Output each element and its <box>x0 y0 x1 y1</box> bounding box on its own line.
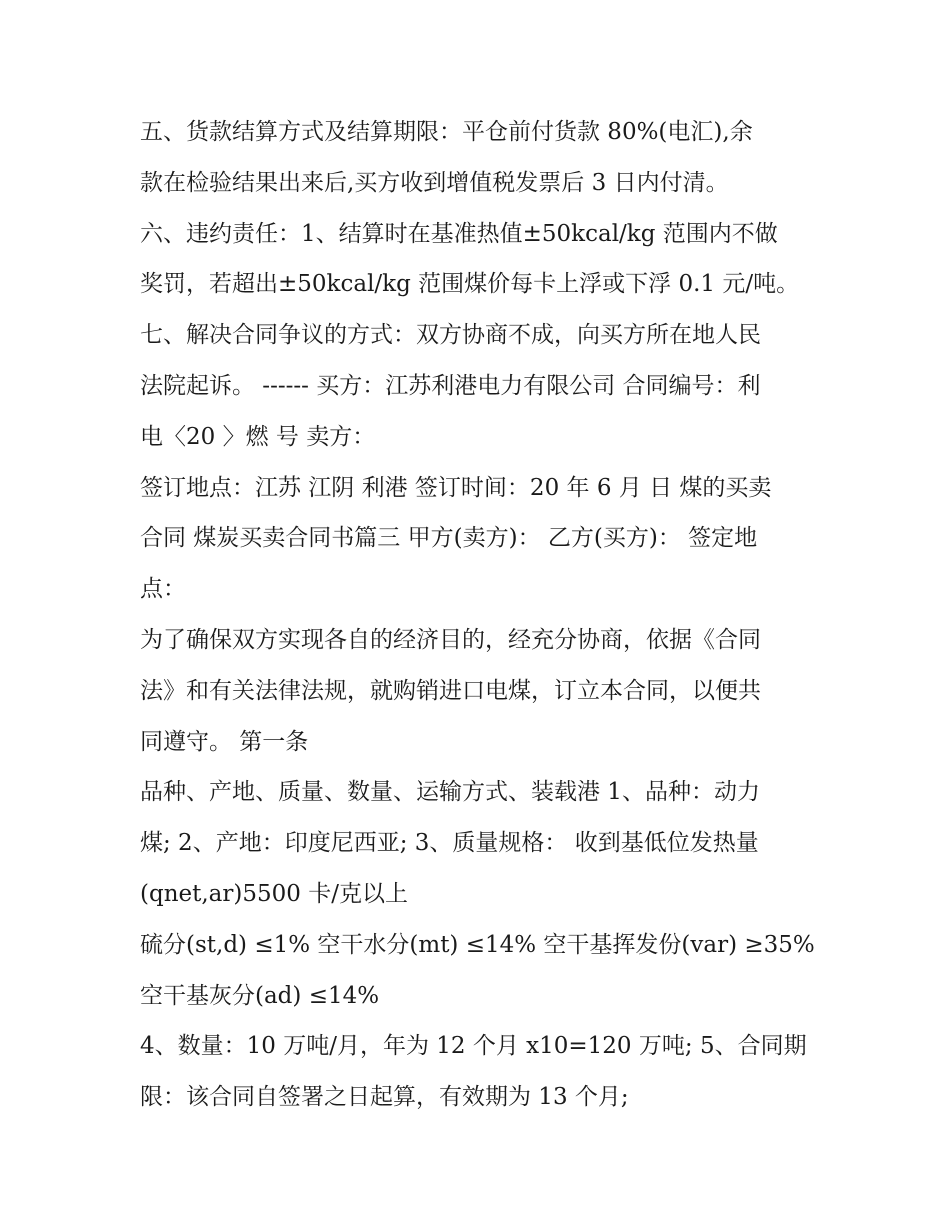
text-line: (qnet,ar)5500 卡/克以上 <box>140 880 408 907</box>
text-line: 法》和有关法律法规，就购销进口电煤，订立本合同，以便共 <box>140 677 761 704</box>
text-line: 限：该合同自签署之日起算，有效期为 13 个月; <box>140 1084 629 1111</box>
text-line: 合同 煤炭买卖合同书篇三 甲方(卖方)： 乙方(买方)： 签定地 <box>140 525 758 552</box>
text-line: 为了确保双方实现各自的经济目的，经充分协商，依据《合同 <box>140 626 761 653</box>
text-line: 硫分(st,d) ≤1% 空干水分(mt) ≤14% 空干基挥发份(var) ≥35% <box>140 931 815 958</box>
text-line: 签订地点：江苏 江阴 利港 签订时间：20 年 6 月 日 煤的买卖 <box>140 474 772 501</box>
text-line: 七、解决合同争议的方式：双方协商不成，向买方所在地人民 <box>140 322 761 349</box>
text-line: 空干基灰分(ad) ≤14% <box>140 982 380 1009</box>
text-line: 品种、产地、质量、数量、运输方式、装载港 1、品种：动力 <box>140 779 760 806</box>
text-line: 六、违约责任：1、结算时在基准热值±50kcal/kg 范围内不做 <box>140 220 778 247</box>
text-line: 奖罚，若超出±50kcal/kg 范围煤价每卡上浮或下浮 0.1 元/吨。 <box>140 271 800 298</box>
text-line: 电〈20 〉燃 号 卖方： <box>140 423 376 450</box>
text-line: 法院起诉。 ------ 买方：江苏利港电力有限公司 合同编号：利 <box>140 372 761 399</box>
text-line: 4、数量：10 万吨/月，年为 12 个月 x10=120 万吨; 5、合同期 <box>140 1033 807 1060</box>
text-line: 款在检验结果出来后,买方收到增值税发票后 3 日内付清。 <box>140 169 729 196</box>
text-line: 煤; 2、产地：印度尼西亚; 3、质量规格： 收到基低位发热量 <box>140 830 759 857</box>
text-line: 五、货款结算方式及结算期限：平仓前付货款 80%(电汇),余 <box>140 119 753 145</box>
text-line: 同遵守。 第一条 <box>140 728 309 755</box>
document-body <box>140 112 820 1128</box>
text-line: 点： <box>140 576 186 603</box>
